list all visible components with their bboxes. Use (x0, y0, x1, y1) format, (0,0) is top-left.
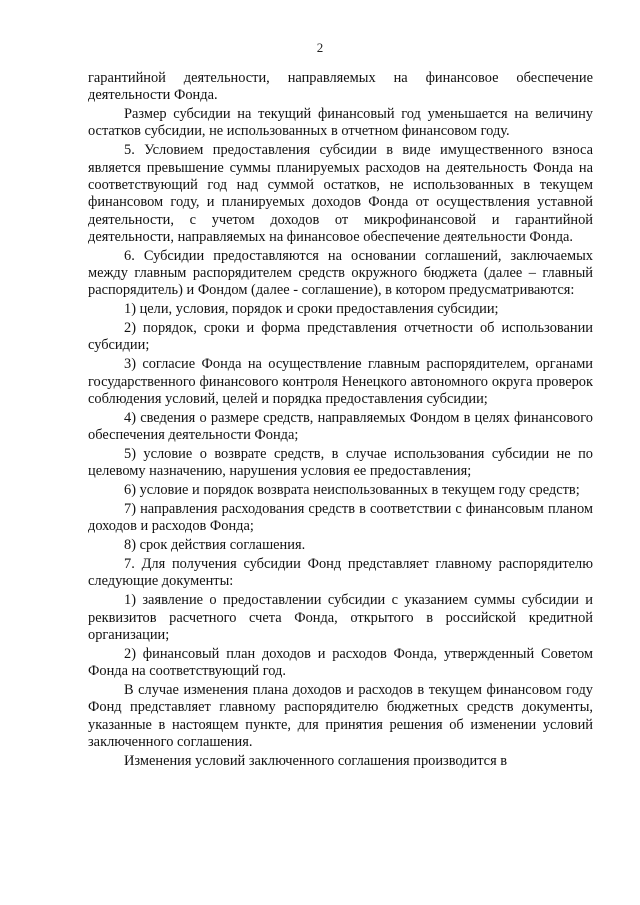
paragraph: В случае изменения плана доходов и расходов в текущем финансовом году Фонд представляет главному распорядителю бюджетных средств документы, указанные в настоящем пункте, для принятия решения об изменении условий заключенного соглашения. (88, 682, 593, 750)
document-body (88, 70, 593, 772)
paragraph: 7. Для получения субсидии Фонд представляет главному распорядителю следующие документы: (88, 556, 593, 590)
paragraph: Изменения условий заключенного соглашения производится в (124, 752, 508, 769)
list-item: 6) условие и порядок возврата неиспользованных в текущем году средств; (124, 482, 580, 499)
list-item: 7) направления расходования средств в соответствии с финансовым планом доходов и расходов Фонда; (88, 501, 593, 535)
list-item: 8) срок действия соглашения. (124, 537, 306, 554)
list-item: 2) финансовый план доходов и расходов Фонда, утвержденный Советом Фонда на соответствующий год. (88, 645, 593, 680)
paragraph: 6. Субсидии предоставляются на основании соглашений, заключаемых между главным распорядителем средств окружного бюджета (далее – главный распорядитель) и Фондом (далее - соглашение), в котором предусматриваются: (88, 247, 593, 299)
list-item: 5) условие о возврате средств, в случае использования субсидии не по целевому назначению, нарушения условия ее предоставления; (88, 445, 593, 480)
paragraph: Размер субсидии на текущий финансовый год уменьшается на величину остатков субсидии, не использованных в отчетном финансовом году. (88, 106, 593, 140)
list-item: 3) согласие Фонда на осуществление главным распорядителем, органами государственного финансового контроля Ненецкого автономного округа проверок соблюдения условий, целей и порядка предоставления субсидии; (88, 356, 593, 407)
list-item: 4) сведения о размере средств, направляемых Фондом в целях финансового обеспечения деятельности Фонда; (88, 409, 593, 444)
paragraph: 5. Условием предоставления субсидии в виде имущественного взноса является превышение суммы планируемых расходов на деятельность Фонда на соответствующий год над суммой остатков, не использованных в текущем финансовом году, и планируемых доходов Фонда от осуществления уставной деятельности, с учетом доходов от микрофинансовой и гарантийной деятельности, направляемых на финансовое обеспечение деятельности Фонда. (88, 142, 593, 245)
list-item: 2) порядок, сроки и форма представления отчетности об использовании субсидии; (88, 320, 593, 354)
page-number: 2 (316, 40, 324, 55)
list-item: 1) цели, условия, порядок и сроки предоставления субсидии; (124, 301, 499, 318)
paragraph: гарантийной деятельности, направляемых на финансовое обеспечение деятельности Фонда. (88, 70, 593, 104)
list-item: 1) заявление о предоставлении субсидии с указанием суммы субсидии и реквизитов расчетного счета Фонда, открытого в российской кредитной организации; (88, 592, 593, 643)
